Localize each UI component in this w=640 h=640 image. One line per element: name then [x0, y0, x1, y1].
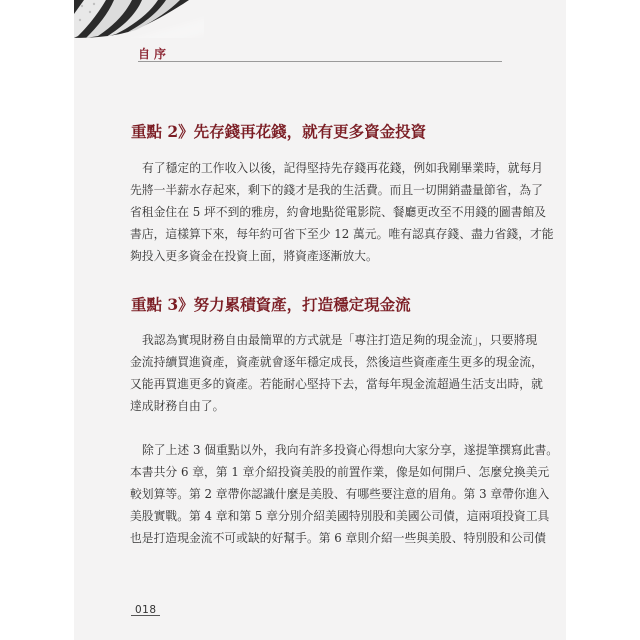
section-paragraph-2 — [130, 157, 554, 267]
paragraph-line: 達成財務自由了。 — [130, 399, 225, 413]
closing-paragraph — [130, 439, 559, 549]
paragraph-line: 我認為實現財務自由最簡單的方式就是「專注打造足夠的現金流」，只要將現 — [142, 333, 538, 347]
paragraph-line: 美股實戰。第 4 章和第 5 章分別介紹美國特別股和美國公司債，這兩項投資工具 — [130, 509, 550, 523]
paragraph-line: 金流持續買進資產，資產就會逐年穩定成長，然後這些資產產生更多的現金流， — [130, 355, 543, 369]
us-flag-corner-image — [74, 0, 204, 38]
paragraph-line: 夠投入更多資金在投資上面，將資產逐漸放大。 — [130, 249, 378, 263]
section-paragraph-3 — [130, 329, 543, 417]
paragraph-line: 除了上述 3 個重點以外，我向有許多投資心得想向大家分享，遂提筆撰寫此書。 — [142, 443, 559, 457]
paragraph-line: 書店，這樣算下來，每年約可省下至少 12 萬元。唯有認真存錢、盡力省錢，才能 — [130, 227, 554, 241]
paragraph-line: 有了穩定的工作收入以後，記得堅持先存錢再花錢，例如我剛畢業時，就每月 — [142, 161, 544, 175]
paragraph-line: 先將一半薪水存起來，剩下的錢才是我的生活費。而且一切開銷盡量節省，為了 — [130, 183, 543, 197]
paragraph-line: 也是打造現金流不可或缺的好幫手。第 6 章則介紹一些與美股、特別股和公司債 — [130, 531, 547, 545]
section-heading-2: 重點 2》先存錢再花錢，就有更多資金投資 — [131, 122, 427, 141]
section-heading-3: 重點 3》努力累積資產，打造穩定現金流 — [131, 295, 411, 314]
paragraph-line: 較划算等。第 2 章帶你認識什麼是美股、有哪些要注意的眉角。第 3 章帶你進入 — [130, 487, 550, 501]
page-number: 018 — [135, 604, 157, 616]
chapter-label: 自序 — [138, 47, 171, 61]
page-number-underline — [131, 615, 160, 616]
header-divider — [138, 61, 502, 62]
paragraph-line: 本書共分 6 章，第 1 章介紹投資美股的前置作業，像是如何開戶、怎麼兌換美元 — [130, 465, 550, 479]
paragraph-line: 又能再買進更多的資產。若能耐心堅持下去，當每年現金流超過生活支出時，就 — [130, 377, 543, 391]
paragraph-line: 省租金住在 5 坪不到的雅房，約會地點從電影院、餐廳更改至不用錢的圖書館及 — [130, 205, 547, 219]
